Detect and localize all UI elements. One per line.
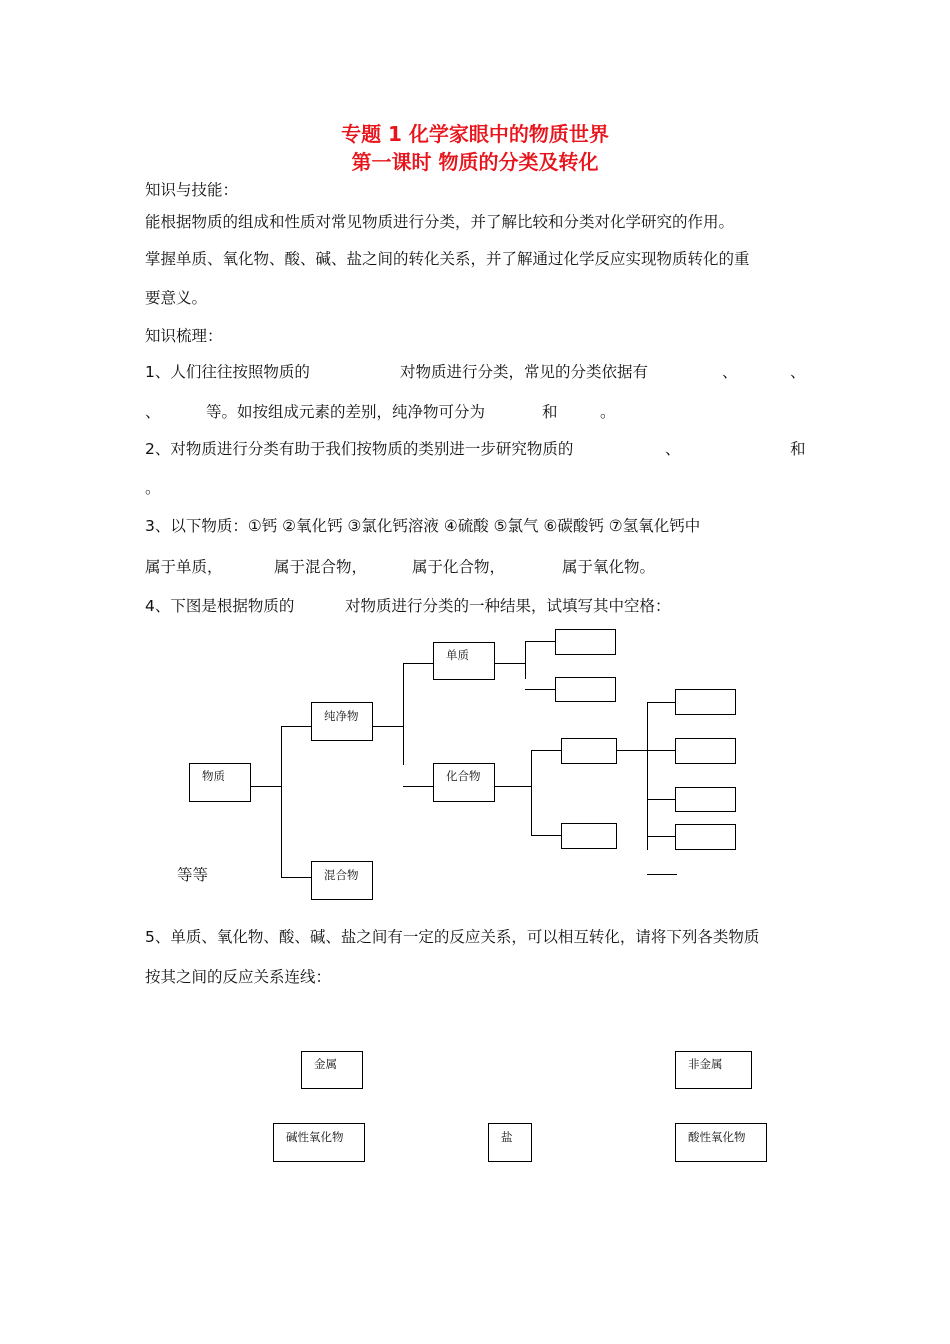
label-salt: 盐 [501,1130,513,1144]
connector [525,641,555,642]
q3-text-a: 属于单质， [145,558,223,576]
connector [525,641,526,679]
connector [373,726,403,727]
q1-sep-1: 、 [722,363,738,381]
connector [281,726,311,727]
q1-text-f: 等。如按组成元素的差别，纯净物可分为 [206,403,486,421]
q5-line-1: 5、单质、氧化物、酸、碱、盐之间有一定的反应关系，可以相互转化，请将下列各类物质 [145,928,760,946]
q1-text-h: 。 [600,403,616,421]
connector [531,750,561,751]
blank-box-7 [675,787,736,812]
q2-text-a: 2、对物质进行分类有助于我们按物质的类别进一步研究物质的 [145,440,574,458]
skill-text-2-cont: 要意义。 [145,289,208,307]
skills-heading: 知识与技能： [145,181,239,199]
q1-text-a: 1、人们往往按照物质的 [145,363,310,381]
label-compound: 化合物 [446,769,481,783]
blank-box-8 [675,824,736,850]
connector [647,750,675,751]
blank-box-3 [561,738,617,764]
connector [281,726,282,878]
skill-text-1: 能根据物质的组成和性质对常见物质进行分类，并了解比较和分类对化学研究的作用。 [145,213,735,231]
label-basic-oxide: 碱性氧化物 [286,1130,344,1144]
connector [403,663,433,664]
connector [647,702,648,850]
blank-box-2 [555,677,616,702]
label-acidic-oxide: 酸性氧化物 [688,1130,746,1144]
label-mixture: 混合物 [324,868,359,882]
label-substance: 物质 [202,769,225,783]
blank-box-6 [675,738,736,764]
connector [531,835,561,836]
connector [525,689,555,690]
q3-text-b: 属于混合物， [274,558,368,576]
blank-box-1 [555,629,616,655]
connector [617,750,647,751]
connector [647,799,675,800]
label-element: 单质 [446,648,469,662]
lesson-title: 第一课时 物质的分类及转化 [351,150,599,174]
q1-text-b: 对物质进行分类，常见的分类依据有 [400,363,649,381]
q2-text-d: 。 [145,479,161,497]
skill-text-2: 掌握单质、氧化物、酸、碱、盐之间的转化关系，并了解通过化学反应实现物质转化的重 [145,250,750,268]
connector [251,786,281,787]
connector [495,663,525,664]
etc-label: 等等 [177,866,209,884]
q2-sep: 、 [665,440,681,458]
connector [403,663,404,765]
connector [647,702,675,703]
q3-text-d: 属于氧化物。 [562,558,656,576]
label-pure: 纯净物 [324,709,359,723]
q4-text-a: 4、下图是根据物质的 [145,597,295,615]
q5-line-2: 按其之间的反应关系连线： [145,968,332,986]
q3-line-1: 3、以下物质：①钙 ②氧化钙 ③氯化钙溶液 ④硫酸 ⑤氯气 ⑥碳酸钙 ⑦氢氧化钙中 [145,517,701,535]
q1-sep-2: 、 [790,363,806,381]
q1-sep-3: 、 [145,403,161,421]
connector [495,786,531,787]
q3-text-c: 属于化合物， [412,558,506,576]
document-title: 专题 1 化学家眼中的物质世界 [341,122,609,146]
connector [647,874,677,875]
q1-text-g: 和 [542,403,558,421]
connector [403,786,433,787]
label-nonmetal: 非金属 [688,1057,723,1071]
q2-text-c: 和 [790,440,806,458]
blank-box-5 [675,689,736,715]
q4-text-b: 对物质进行分类的一种结果，试填写其中空格： [345,597,671,615]
connector [281,877,311,878]
label-metal: 金属 [314,1057,337,1071]
connector [647,836,675,837]
blank-box-4 [561,823,617,849]
review-heading: 知识梳理： [145,327,223,345]
connector [531,750,532,836]
